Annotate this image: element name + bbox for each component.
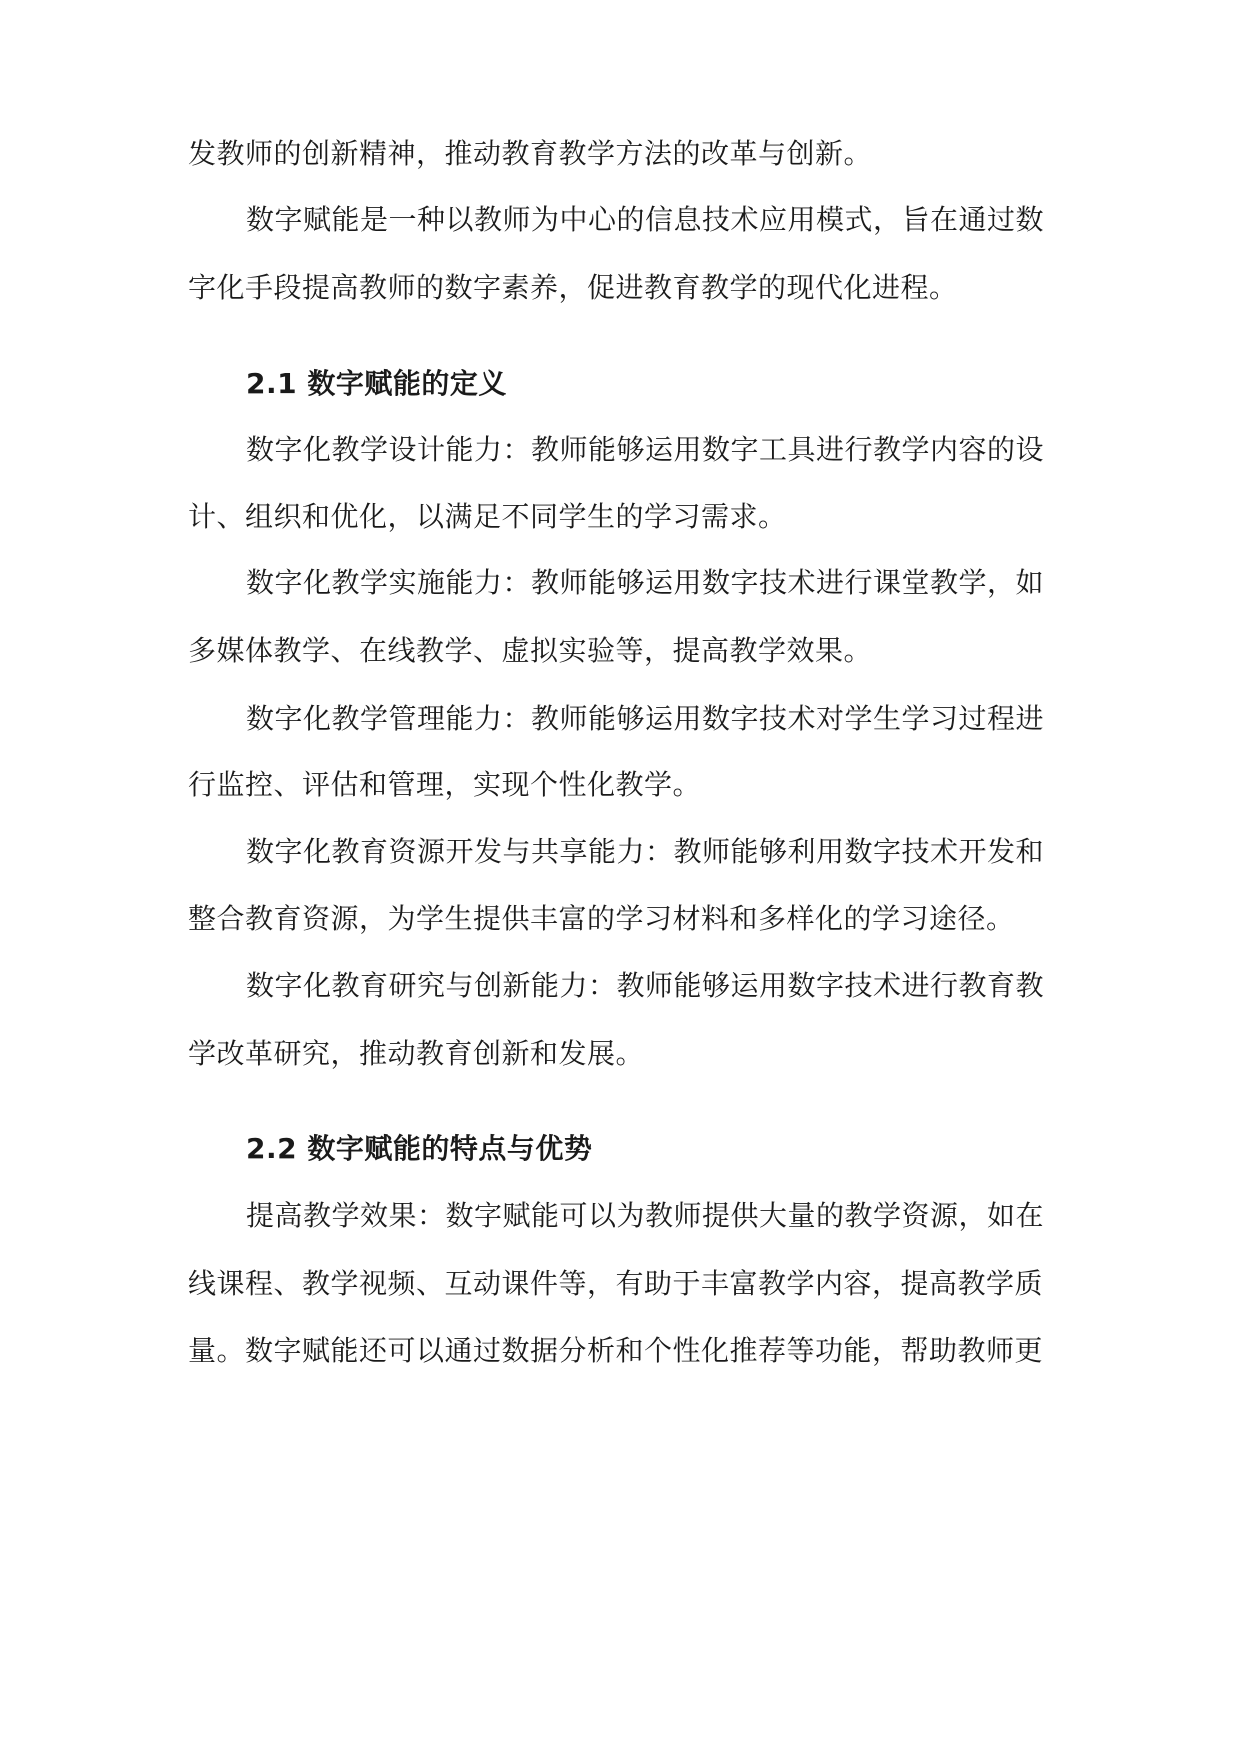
- text-line: 数字化教学设计能力：教师能够运用数字工具进行教学内容的设: [246, 433, 1045, 466]
- text-line: 数字化教育资源开发与共享能力：教师能够利用数字技术开发和: [246, 835, 1045, 868]
- text-line: 字化手段提高教师的数字素养，促进教育教学的现代化进程。: [188, 271, 958, 304]
- text-line: 量。数字赋能还可以通过数据分析和个性化推荐等功能，帮助教师更: [188, 1334, 1044, 1367]
- text-line: 行监控、评估和管理，实现个性化教学。: [188, 768, 702, 801]
- text-line: 整合教育资源，为学生提供丰富的学习材料和多样化的学习途径。: [188, 902, 1015, 935]
- text-line: 提高教学效果：数字赋能可以为教师提供大量的教学资源，如在: [246, 1199, 1045, 1232]
- text-line: 多媒体教学、在线教学、虚拟实验等，提高教学效果。: [188, 634, 873, 667]
- text-line: 计、组织和优化，以满足不同学生的学习需求。: [188, 500, 787, 533]
- section-heading-2-2: 2.2 数字赋能的特点与优势: [246, 1132, 593, 1165]
- text-line: 数字化教学实施能力：教师能够运用数字技术进行课堂教学，如: [246, 566, 1045, 599]
- text-line: 发教师的创新精神，推动教育教学方法的改革与创新。: [188, 137, 873, 170]
- text-line: 学改革研究，推动教育创新和发展。: [188, 1037, 645, 1070]
- text-line: 数字化教育研究与创新能力：教师能够运用数字技术进行教育教: [246, 969, 1045, 1002]
- section-heading-2-1: 2.1 数字赋能的定义: [246, 367, 507, 400]
- text-line: 线课程、教学视频、互动课件等，有助于丰富教学内容，提高教学质: [188, 1267, 1044, 1300]
- text-line: 数字化教学管理能力：教师能够运用数字技术对学生学习过程进: [246, 702, 1045, 735]
- text-line: 数字赋能是一种以教师为中心的信息技术应用模式，旨在通过数: [246, 203, 1045, 236]
